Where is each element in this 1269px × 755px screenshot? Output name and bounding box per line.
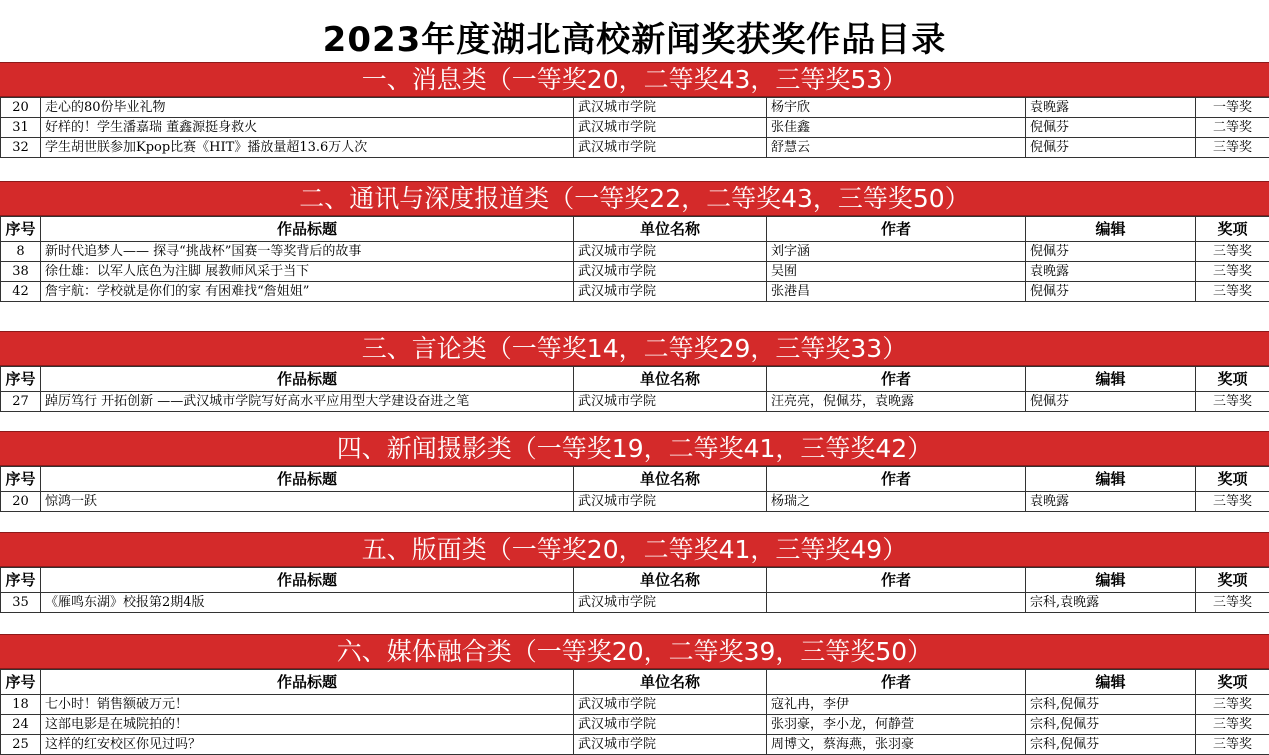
row-editor: 宗科,倪佩芬 [1026,715,1196,735]
row-author [767,593,1026,613]
col-header-author: 作者 [767,467,1026,492]
row-num: 20 [1,98,41,118]
section-banner: 四、新闻摄影类（一等奖19，二等奖41，三等奖42） [0,431,1269,466]
row-num: 25 [1,735,41,755]
table-header [1,217,1269,242]
row-award: 三等奖 [1196,695,1269,715]
row-editor: 宗科,倪佩芬 [1026,735,1196,755]
row-title: 詹宇航：学校就是你们的家 有困难找“詹姐姐” [41,282,574,302]
row-title: 新时代追梦人—— 探寻“挑战杯”国赛一等奖背后的故事 [41,242,574,262]
row-award: 三等奖 [1196,735,1269,755]
row-num: 42 [1,282,41,302]
col-header-author: 作者 [767,568,1026,593]
row-award: 三等奖 [1196,392,1269,412]
row-award: 三等奖 [1196,715,1269,735]
row-author: 舒慧云 [767,138,1026,158]
table-row [1,735,1269,755]
row-title: 踔厉笃行 开拓创新 ——武汉城市学院写好高水平应用型大学建设奋进之笔 [41,392,574,412]
row-title: 徐仕雄：以军人底色为注脚 展教师风采于当下 [41,262,574,282]
row-unit: 武汉城市学院 [574,118,767,138]
row-num: 38 [1,262,41,282]
row-author: 张佳鑫 [767,118,1026,138]
row-award: 三等奖 [1196,262,1269,282]
col-header-award: 奖项 [1196,568,1269,593]
awards-table [0,97,1269,158]
col-header-unit: 单位名称 [574,367,767,392]
row-author: 寇礼冉，李伊 [767,695,1026,715]
row-num: 27 [1,392,41,412]
section-feature [0,181,1269,302]
col-header-title: 作品标题 [41,467,574,492]
col-header-num: 序号 [1,467,41,492]
col-header-author: 作者 [767,367,1026,392]
table-row [1,282,1269,302]
row-num: 8 [1,242,41,262]
col-header-title: 作品标题 [41,367,574,392]
section-layout [0,532,1269,613]
awards-table [0,366,1269,412]
table-row [1,695,1269,715]
col-header-editor: 编辑 [1026,568,1196,593]
row-unit: 武汉城市学院 [574,593,767,613]
table-row [1,118,1269,138]
row-num: 18 [1,695,41,715]
row-author: 汪亮亮，倪佩芬，袁晚露 [767,392,1026,412]
col-header-editor: 编辑 [1026,670,1196,695]
awards-table [0,466,1269,512]
table-header [1,568,1269,593]
row-author: 张港昌 [767,282,1026,302]
table-header [1,670,1269,695]
section-banner: 二、通讯与深度报道类（一等奖22，二等奖43，三等奖50） [0,181,1269,216]
row-editor: 袁晚露 [1026,98,1196,118]
col-header-award: 奖项 [1196,467,1269,492]
row-unit: 武汉城市学院 [574,492,767,512]
row-award: 一等奖 [1196,98,1269,118]
col-header-editor: 编辑 [1026,467,1196,492]
row-unit: 武汉城市学院 [574,282,767,302]
col-header-unit: 单位名称 [574,568,767,593]
awards-table [0,216,1269,302]
table-row [1,98,1269,118]
row-unit: 武汉城市学院 [574,392,767,412]
section-commentary [0,331,1269,412]
row-author: 张羽豪，李小龙，何静萱 [767,715,1026,735]
col-header-editor: 编辑 [1026,217,1196,242]
row-editor: 倪佩芬 [1026,118,1196,138]
section-photography [0,431,1269,512]
col-header-unit: 单位名称 [574,670,767,695]
row-title: 这部电影是在城院拍的！ [41,715,574,735]
row-award: 二等奖 [1196,118,1269,138]
col-header-author: 作者 [767,217,1026,242]
awards-table [0,669,1269,755]
row-award: 三等奖 [1196,138,1269,158]
row-editor: 倪佩芬 [1026,282,1196,302]
row-award: 三等奖 [1196,242,1269,262]
row-unit: 武汉城市学院 [574,715,767,735]
row-award: 三等奖 [1196,492,1269,512]
row-num: 32 [1,138,41,158]
col-header-award: 奖项 [1196,217,1269,242]
section-media-fusion [0,634,1269,755]
row-editor: 袁晚露 [1026,492,1196,512]
row-editor: 倪佩芬 [1026,138,1196,158]
row-author: 刘字涵 [767,242,1026,262]
row-title: 学生胡世朕参加Kpop比赛《HIT》播放量超13.6万人次 [41,138,574,158]
col-header-num: 序号 [1,670,41,695]
section-banner: 六、媒体融合类（一等奖20，二等奖39，三等奖50） [0,634,1269,669]
row-editor: 倪佩芬 [1026,242,1196,262]
table-header [1,467,1269,492]
section-banner: 五、版面类（一等奖20，二等奖41，三等奖49） [0,532,1269,567]
table-row [1,138,1269,158]
row-unit: 武汉城市学院 [574,695,767,715]
table-row [1,715,1269,735]
col-header-author: 作者 [767,670,1026,695]
col-header-title: 作品标题 [41,568,574,593]
table-row [1,262,1269,282]
col-header-title: 作品标题 [41,670,574,695]
row-title: 走心的80份毕业礼物 [41,98,574,118]
row-editor: 倪佩芬 [1026,392,1196,412]
col-header-unit: 单位名称 [574,467,767,492]
awards-table [0,567,1269,613]
table-header [1,367,1269,392]
row-unit: 武汉城市学院 [574,98,767,118]
col-header-num: 序号 [1,568,41,593]
col-header-award: 奖项 [1196,670,1269,695]
table-row [1,593,1269,613]
col-header-num: 序号 [1,217,41,242]
row-unit: 武汉城市学院 [574,262,767,282]
row-author: 杨宇欣 [767,98,1026,118]
row-num: 24 [1,715,41,735]
row-editor: 宗科,袁晚露 [1026,593,1196,613]
col-header-award: 奖项 [1196,367,1269,392]
row-unit: 武汉城市学院 [574,138,767,158]
col-header-unit: 单位名称 [574,217,767,242]
row-author: 杨瑞之 [767,492,1026,512]
table-row [1,492,1269,512]
row-editor: 袁晚露 [1026,262,1196,282]
page-title: 2023年度湖北高校新闻奖获奖作品目录 [0,18,1269,62]
row-award: 三等奖 [1196,593,1269,613]
row-title: 这样的红安校区你见过吗？ [41,735,574,755]
row-title: 《雁鸣东湖》校报第2期4版 [41,593,574,613]
row-editor: 宗科,倪佩芬 [1026,695,1196,715]
row-title: 惊鸿一跃 [41,492,574,512]
col-header-title: 作品标题 [41,217,574,242]
table-row [1,392,1269,412]
row-author: 吴囿 [767,262,1026,282]
row-award: 三等奖 [1196,282,1269,302]
row-num: 35 [1,593,41,613]
row-num: 20 [1,492,41,512]
col-header-editor: 编辑 [1026,367,1196,392]
row-unit: 武汉城市学院 [574,735,767,755]
row-title: 好样的！学生潘嘉瑞 董鑫源挺身救火 [41,118,574,138]
col-header-num: 序号 [1,367,41,392]
row-unit: 武汉城市学院 [574,242,767,262]
section-news [0,62,1269,158]
row-author: 周博文，蔡海燕，张羽豪 [767,735,1026,755]
section-banner: 一、消息类（一等奖20，二等奖43，三等奖53） [0,62,1269,97]
table-row [1,242,1269,262]
row-title: 七小时！销售额破万元！ [41,695,574,715]
row-num: 31 [1,118,41,138]
section-banner: 三、言论类（一等奖14，二等奖29，三等奖33） [0,331,1269,366]
